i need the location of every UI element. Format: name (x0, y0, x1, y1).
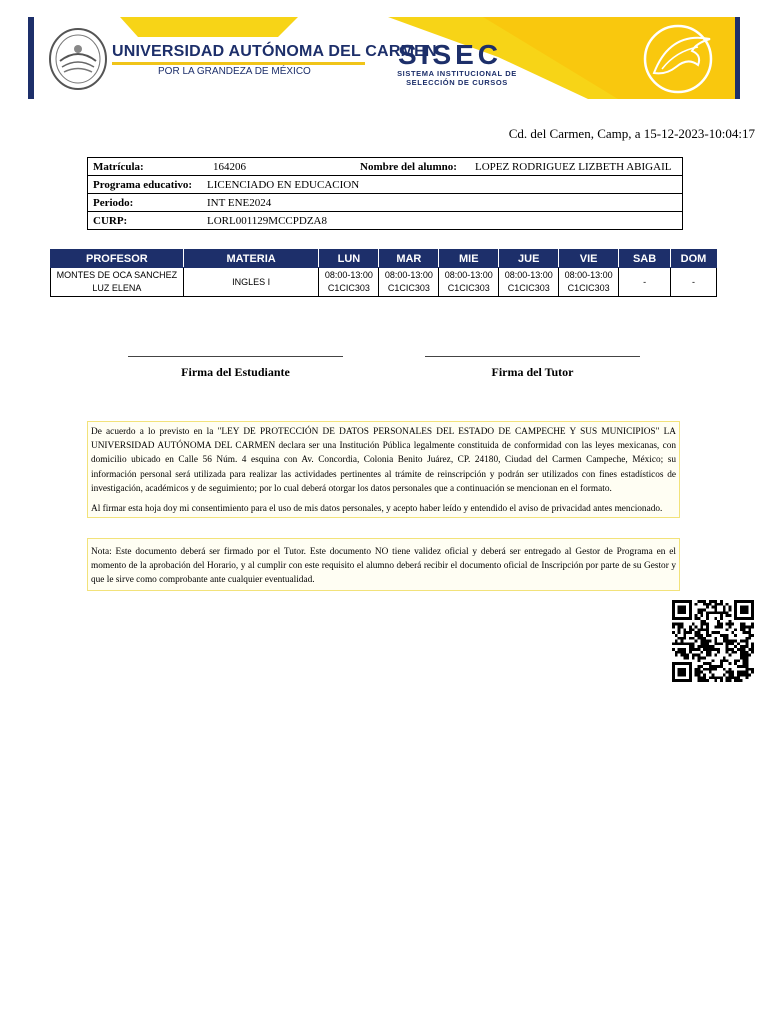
cell-mar (379, 268, 439, 297)
mar-room: C1CIC303 (387, 283, 430, 293)
header-dom: DOM (671, 250, 717, 268)
university-motto: POR LA GRANDEZA DE MÉXICO (158, 66, 311, 77)
cell-jue (499, 268, 559, 297)
mie-room: C1CIC303 (447, 283, 490, 293)
table-row (51, 268, 717, 297)
privacy-notice-paragraph-1: De acuerdo a lo previsto en la "LEY DE PROTECCIÓN DE DATOS PERSONALES DEL ESTADO DE CAMPECHE Y SUS MUNICIPIOS" LA UNIVERSIDAD AUTÓNOMA DEL CARMEN declara ser una Institución Pública legalmente constituida de conformidad con las leyes mexicanas, con domicilio ubicado en Calle 56 Núm. 4 esquina con Av. Concordia, Colonia Benito Juárez, CP. 24180, Ciudad del Carmen Campeche, México; su información personal será utilizada para realizar las actividades pertinentes al trámite de reinscripción y podrán ser utilizados con fines estadísticos de investigación, académicos y de seguimiento; por lo cual deberá otorgar los datos personales que a continuación se mencionan en el formato. (91, 427, 676, 494)
header-profesor: PROFESOR (51, 250, 184, 268)
sisec-logo-text: SISEC (398, 39, 503, 70)
profesor-line1: MONTES DE OCA SANCHEZ (56, 270, 178, 280)
info-row-programa (88, 176, 682, 194)
cell-mie (439, 268, 499, 297)
dolphin-emblem-icon (640, 21, 720, 95)
student-signature-line[interactable] (128, 356, 343, 358)
jue-room: C1CIC303 (507, 283, 550, 293)
programa-value: LICENCIADO EN EDUCACION (207, 179, 360, 191)
header-left-bar (28, 17, 34, 99)
note-text: Nota: Este documento deberá ser firmado por el Tutor. Este documento NO tiene validez oficial y deberá ser entregado al Gestor de Programa en el momento de la aprobación del Horario, y al cumplir con este requisito el alumno deberá recibir el documento oficial de Inscripción por parte de su Gestor y que le sirve como comprobante ante cualquier eventualidad. (91, 547, 676, 586)
matricula-value: 164206 (213, 161, 246, 173)
mar-time: 08:00-13:00 (384, 270, 433, 280)
university-underline (112, 62, 365, 65)
cell-sab: - (619, 268, 671, 297)
matricula-label: Matrícula: (93, 161, 144, 173)
sisec-subtitle-line2: SELECCIÓN DE CURSOS (406, 78, 508, 87)
tutor-signature-line[interactable] (425, 356, 640, 358)
cell-dom: - (671, 268, 717, 297)
university-seal-icon (48, 27, 108, 91)
student-name-label: Nombre del alumno: (360, 161, 457, 173)
header-vie: VIE (559, 250, 619, 268)
header-jue: JUE (499, 250, 559, 268)
qr-code-icon (670, 600, 756, 682)
cell-vie (559, 268, 619, 297)
cell-profesor (51, 268, 184, 297)
header-mar: MAR (379, 250, 439, 268)
curp-label: CURP: (93, 215, 128, 227)
header-materia: MATERIA (183, 250, 319, 268)
privacy-notice-paragraph-2: Al firmar esta hoja doy mi consentimiento para el uso de mis datos personales, y acepto haber leído y entendido el aviso de privacidad antes mencionado. (91, 504, 663, 515)
issue-date: Cd. del Carmen, Camp, a 15-12-2023-10:04:17 (508, 126, 755, 141)
header-mie: MIE (439, 250, 499, 268)
schedule-header-row (51, 250, 717, 268)
schedule-table (50, 249, 717, 297)
student-name-value: LOPEZ RODRIGUEZ LIZBETH ABIGAIL (475, 161, 672, 173)
info-row-curp (88, 212, 682, 229)
info-row-periodo (88, 194, 682, 212)
cell-lun (319, 268, 379, 297)
info-row-matricula (88, 158, 682, 176)
periodo-label: Periodo: (93, 197, 134, 209)
student-signature-label: Firma del Estudiante (181, 365, 290, 379)
tutor-signature-label: Firma del Tutor (491, 365, 574, 379)
curp-value: LORL001129MCCPDZA8 (207, 215, 327, 227)
header-sab: SAB (619, 250, 671, 268)
header-right-bar (735, 17, 740, 99)
vie-time: 08:00-13:00 (564, 270, 613, 280)
jue-time: 08:00-13:00 (504, 270, 553, 280)
mie-time: 08:00-13:00 (444, 270, 493, 280)
cell-materia: INGLES I (183, 268, 319, 297)
sisec-subtitle-line1: SISTEMA INSTITUCIONAL DE (397, 69, 517, 78)
profesor-line2: LUZ ELENA (92, 283, 142, 293)
vie-room: C1CIC303 (567, 283, 610, 293)
header-lun: LUN (319, 250, 379, 268)
document-header (28, 17, 740, 99)
periodo-value: INT ENE2024 (207, 197, 272, 209)
lun-time: 08:00-13:00 (324, 270, 373, 280)
university-name: UNIVERSIDAD AUTÓNOMA DEL CARMEN (112, 43, 437, 60)
privacy-notice-box (87, 421, 680, 518)
lun-room: C1CIC303 (327, 283, 370, 293)
student-info-table (87, 157, 683, 230)
sisec-subtitle (390, 69, 524, 87)
note-box (87, 538, 680, 591)
programa-label: Programa educativo: (93, 179, 193, 191)
